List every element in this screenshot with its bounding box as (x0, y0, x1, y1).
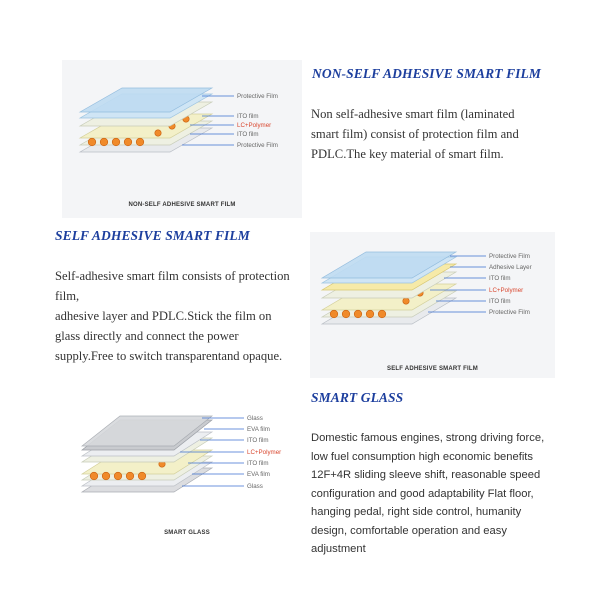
section-text-non-self: Non self-adhesive smart film (laminated smart film) consist of protection film and PDLC.The key material of smart film. (311, 107, 519, 161)
section-heading-non-self: NON-SELF ADHESIVE SMART FILM (312, 66, 541, 81)
diagram-caption: SMART GLASS (164, 530, 210, 536)
diagram-label: ITO film (247, 460, 269, 467)
diagram-caption: SELF ADHESIVE SMART FILM (387, 366, 478, 372)
section-text-glass (311, 429, 581, 559)
diagram-label: ITO film (237, 113, 259, 120)
text-line: 12F+4R sliding sleeve shift, reasonable speed (311, 469, 541, 481)
diagram-label: LC+Polymer (237, 122, 272, 129)
diagram-label: Adhesive Layer (489, 264, 532, 271)
diagram-label: LC+Polymer (489, 287, 524, 294)
self-diagram-panel (310, 232, 555, 378)
text-line: configuration and good adaptability Flat floor, (311, 487, 534, 500)
glass-layer-diagram (62, 398, 302, 548)
diagram-label: Protective Film (237, 142, 278, 149)
text-line: Domestic famous engines, strong driving force, (311, 432, 545, 444)
diagram-label: Protective Film (489, 253, 530, 260)
diagram-label: EVA film (247, 471, 270, 478)
text-line: supply.Free to switch transparentand opaque. (55, 349, 283, 363)
diagram-label: ITO film (489, 298, 511, 305)
diagram-label: ITO film (237, 131, 259, 138)
text-line: hanging pedal, right side control, humanity (311, 506, 522, 518)
text-line: film, (55, 289, 80, 303)
text-line: adjustment (311, 543, 366, 555)
section-heading-self: SELF ADHESIVE SMART FILM (55, 228, 250, 243)
text-line: design, comfortable operation and easy (311, 524, 507, 537)
text-line: glass directly and connect the power (55, 329, 239, 343)
diagram-label: Protective Film (237, 93, 278, 100)
non-self-diagram-panel (62, 60, 302, 218)
section-text-self (55, 266, 310, 366)
diagram-label: ITO film (247, 437, 269, 444)
diagram-label: ITO film (489, 275, 511, 282)
section-heading-glass: SMART GLASS (311, 390, 404, 405)
diagram-label: Protective Film (489, 309, 530, 316)
diagram-label: LC+Polymer (247, 449, 282, 456)
diagram-caption: NON-SELF ADHESIVE SMART FILM (128, 202, 236, 208)
diagram-label: EVA film (247, 426, 270, 433)
text-line: adhesive layer and PDLC.Stick the film on (55, 309, 272, 323)
self-layer-diagram (310, 232, 555, 378)
glass-diagram-panel (62, 398, 302, 548)
non-self-layer-diagram (62, 60, 302, 218)
diagram-label: Glass (247, 483, 263, 490)
diagram-label: Glass (247, 415, 263, 422)
text-line: Self-adhesive smart film consists of protection (55, 269, 290, 283)
text-line: low fuel consumption high economic benefits (311, 450, 534, 463)
